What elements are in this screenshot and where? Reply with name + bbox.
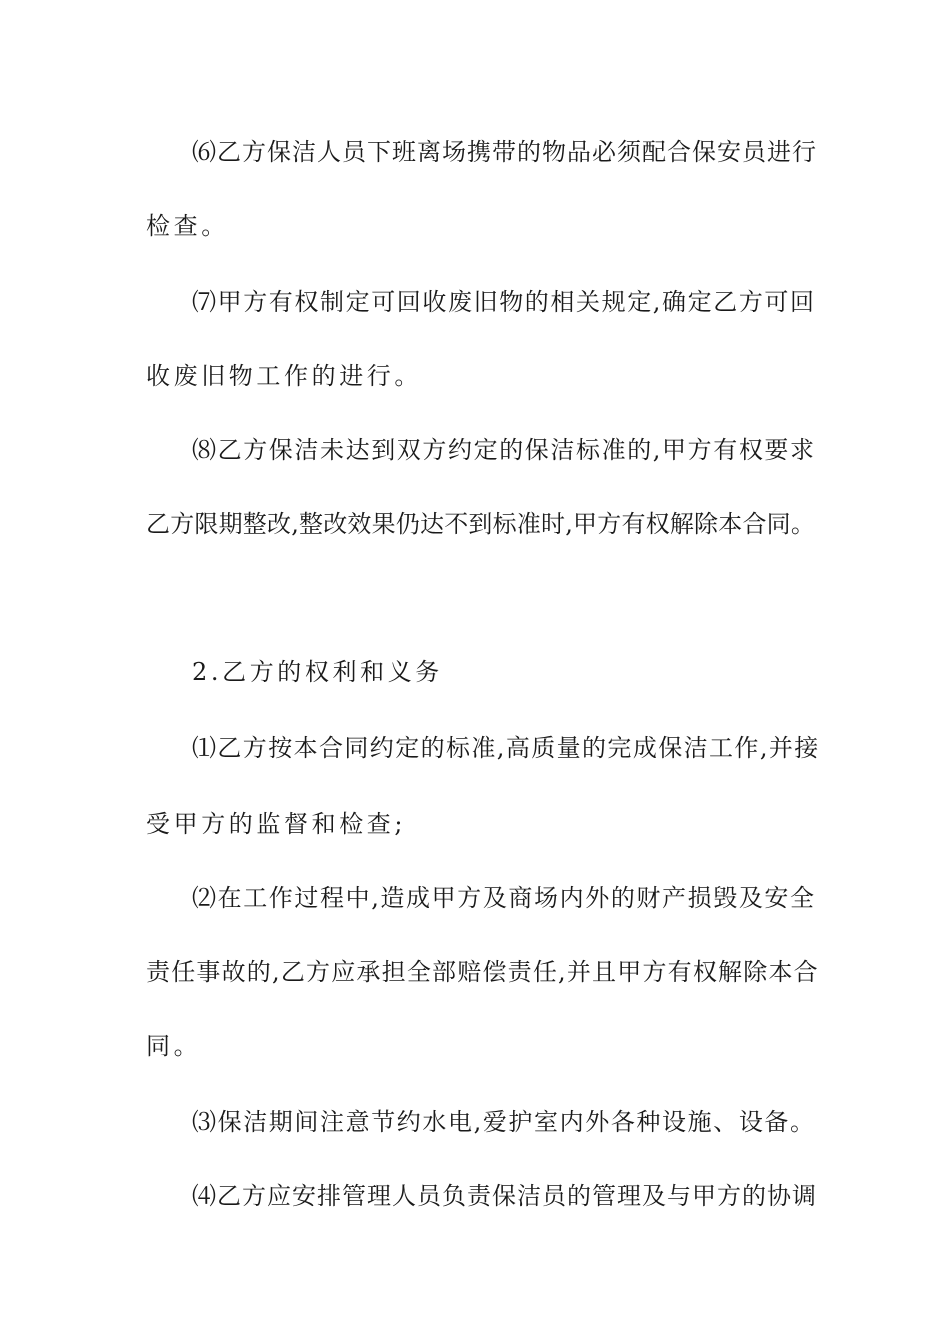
paragraph-8-line-2: 乙方限期整改,整改效果仍达不到标准时,甲方有权解除本合同。 xyxy=(146,510,816,538)
section-heading: 2.乙方的权利和义务 xyxy=(192,658,443,686)
paragraph-7-line-1: ⑺甲方有权制定可回收废旧物的相关规定,确定乙方可回 xyxy=(192,288,816,316)
paragraph-6-line-2: 检查。 xyxy=(146,212,229,240)
item-2-line-3: 同。 xyxy=(146,1032,202,1060)
item-4-line-1: ⑷乙方应安排管理人员负责保洁员的管理及与甲方的协调 xyxy=(192,1182,817,1210)
item-3-line-1: ⑶保洁期间注意节约水电,爱护室内外各种设施、设备。 xyxy=(192,1108,816,1136)
paragraph-6-line-1: ⑹乙方保洁人员下班离场携带的物品必须配合保安员进行 xyxy=(192,138,817,166)
item-2-line-1: ⑵在工作过程中,造成甲方及商场内外的财产损毁及安全 xyxy=(192,884,816,912)
item-1-line-2: 受甲方的监督和检查; xyxy=(146,810,407,838)
item-2-line-2: 责任事故的,乙方应承担全部赔偿责任,并且甲方有权解除本合 xyxy=(146,958,819,986)
paragraph-8-line-1: ⑻乙方保洁未达到双方约定的保洁标准的,甲方有权要求 xyxy=(192,436,816,464)
paragraph-7-line-2: 收废旧物工作的进行。 xyxy=(146,362,422,390)
item-1-line-1: ⑴乙方按本合同约定的标准,高质量的完成保洁工作,并接 xyxy=(192,734,820,762)
